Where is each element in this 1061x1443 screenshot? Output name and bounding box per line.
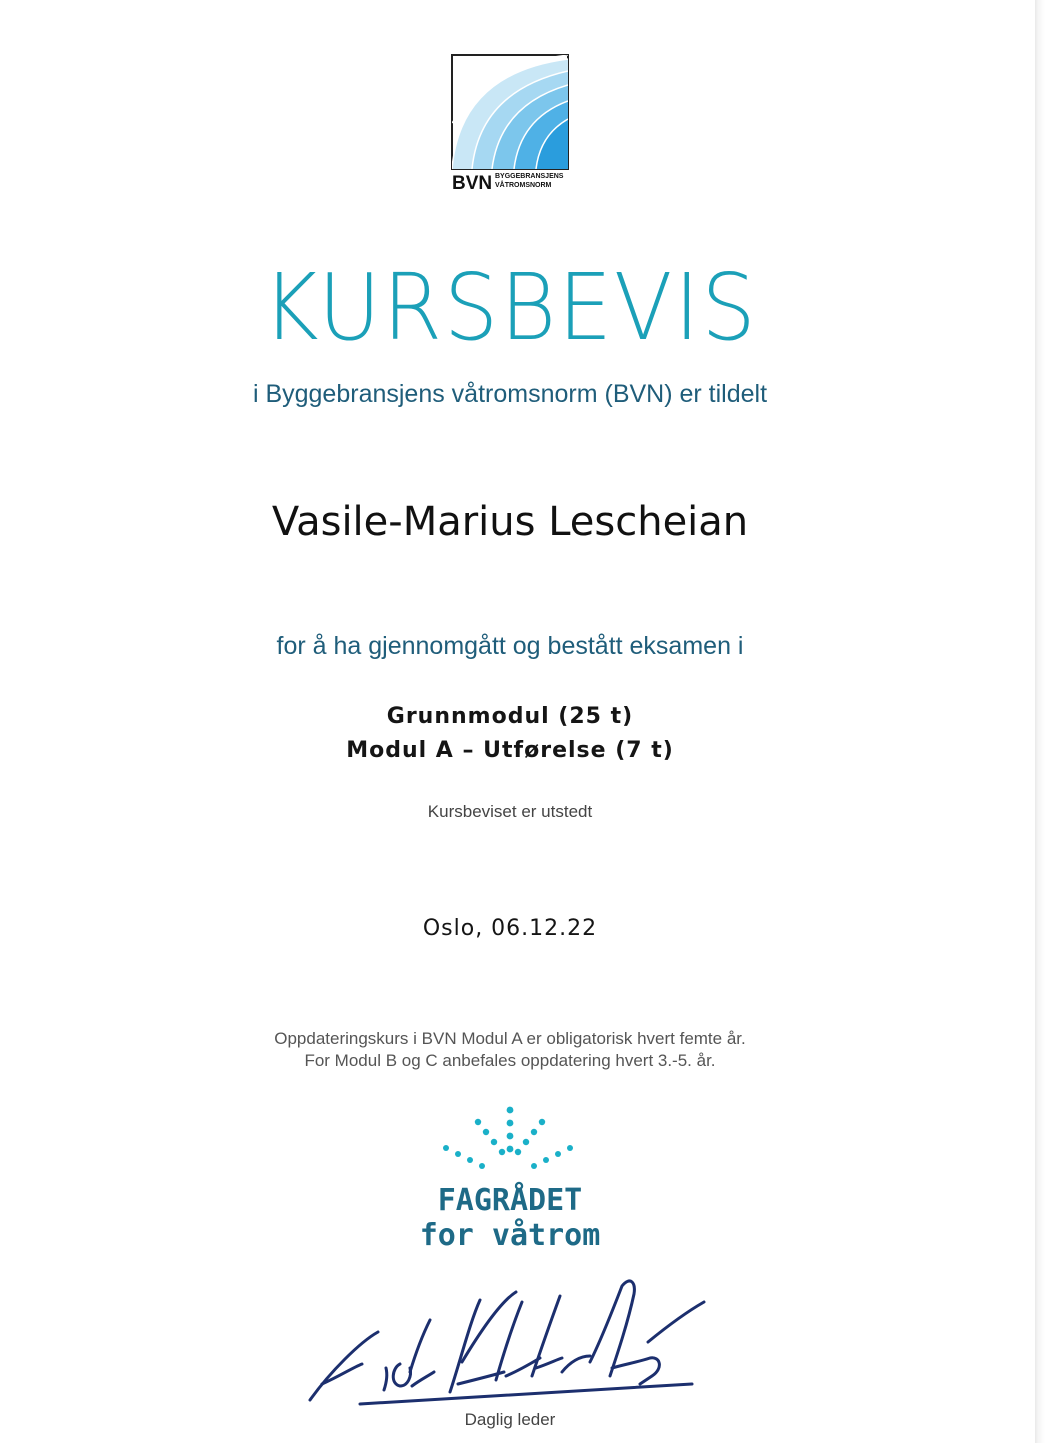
issued-label: Kursbeviset er utstedt [427, 802, 593, 821]
organization-name-line1: FAGRÅDET [437, 1183, 583, 1218]
certificate-subtitle: i Byggebransjens våtromsnorm (BVN) er tildelt [252, 380, 768, 408]
certificate-title: KURSBEVIS [262, 254, 758, 361]
place-and-date: Oslo, 06.12.22 [422, 916, 598, 941]
signature-caption: Daglig leder [464, 1410, 556, 1429]
module-item: Grunnmodul (25 t) [386, 704, 634, 729]
bvn-logo [450, 53, 570, 193]
signature [300, 1272, 720, 1412]
bvn-logo-name-line2: VÅTROMSNORM [495, 182, 552, 189]
footnote: For Modul B og C anbefales oppdatering hvert 3.-5. år. [304, 1051, 716, 1070]
module-item: Modul A – Utførelse (7 t) [346, 738, 674, 763]
passed-exam-text: for å ha gjennomgått og bestått eksamen i [276, 632, 744, 660]
bvn-logo-abbr: BVN [452, 173, 493, 193]
fagradet-dots-logo [438, 1104, 578, 1174]
organization-name-line2: for våtrom [419, 1218, 601, 1253]
bvn-logo-name-line1: BYGGEBRANSJENS [495, 173, 564, 180]
page-edge [1035, 0, 1061, 1443]
recipient-name: Vasile-Marius Lescheian [271, 499, 749, 545]
footnote: Oppdateringskurs i BVN Modul A er obligatorisk hvert femte år. [274, 1029, 746, 1048]
